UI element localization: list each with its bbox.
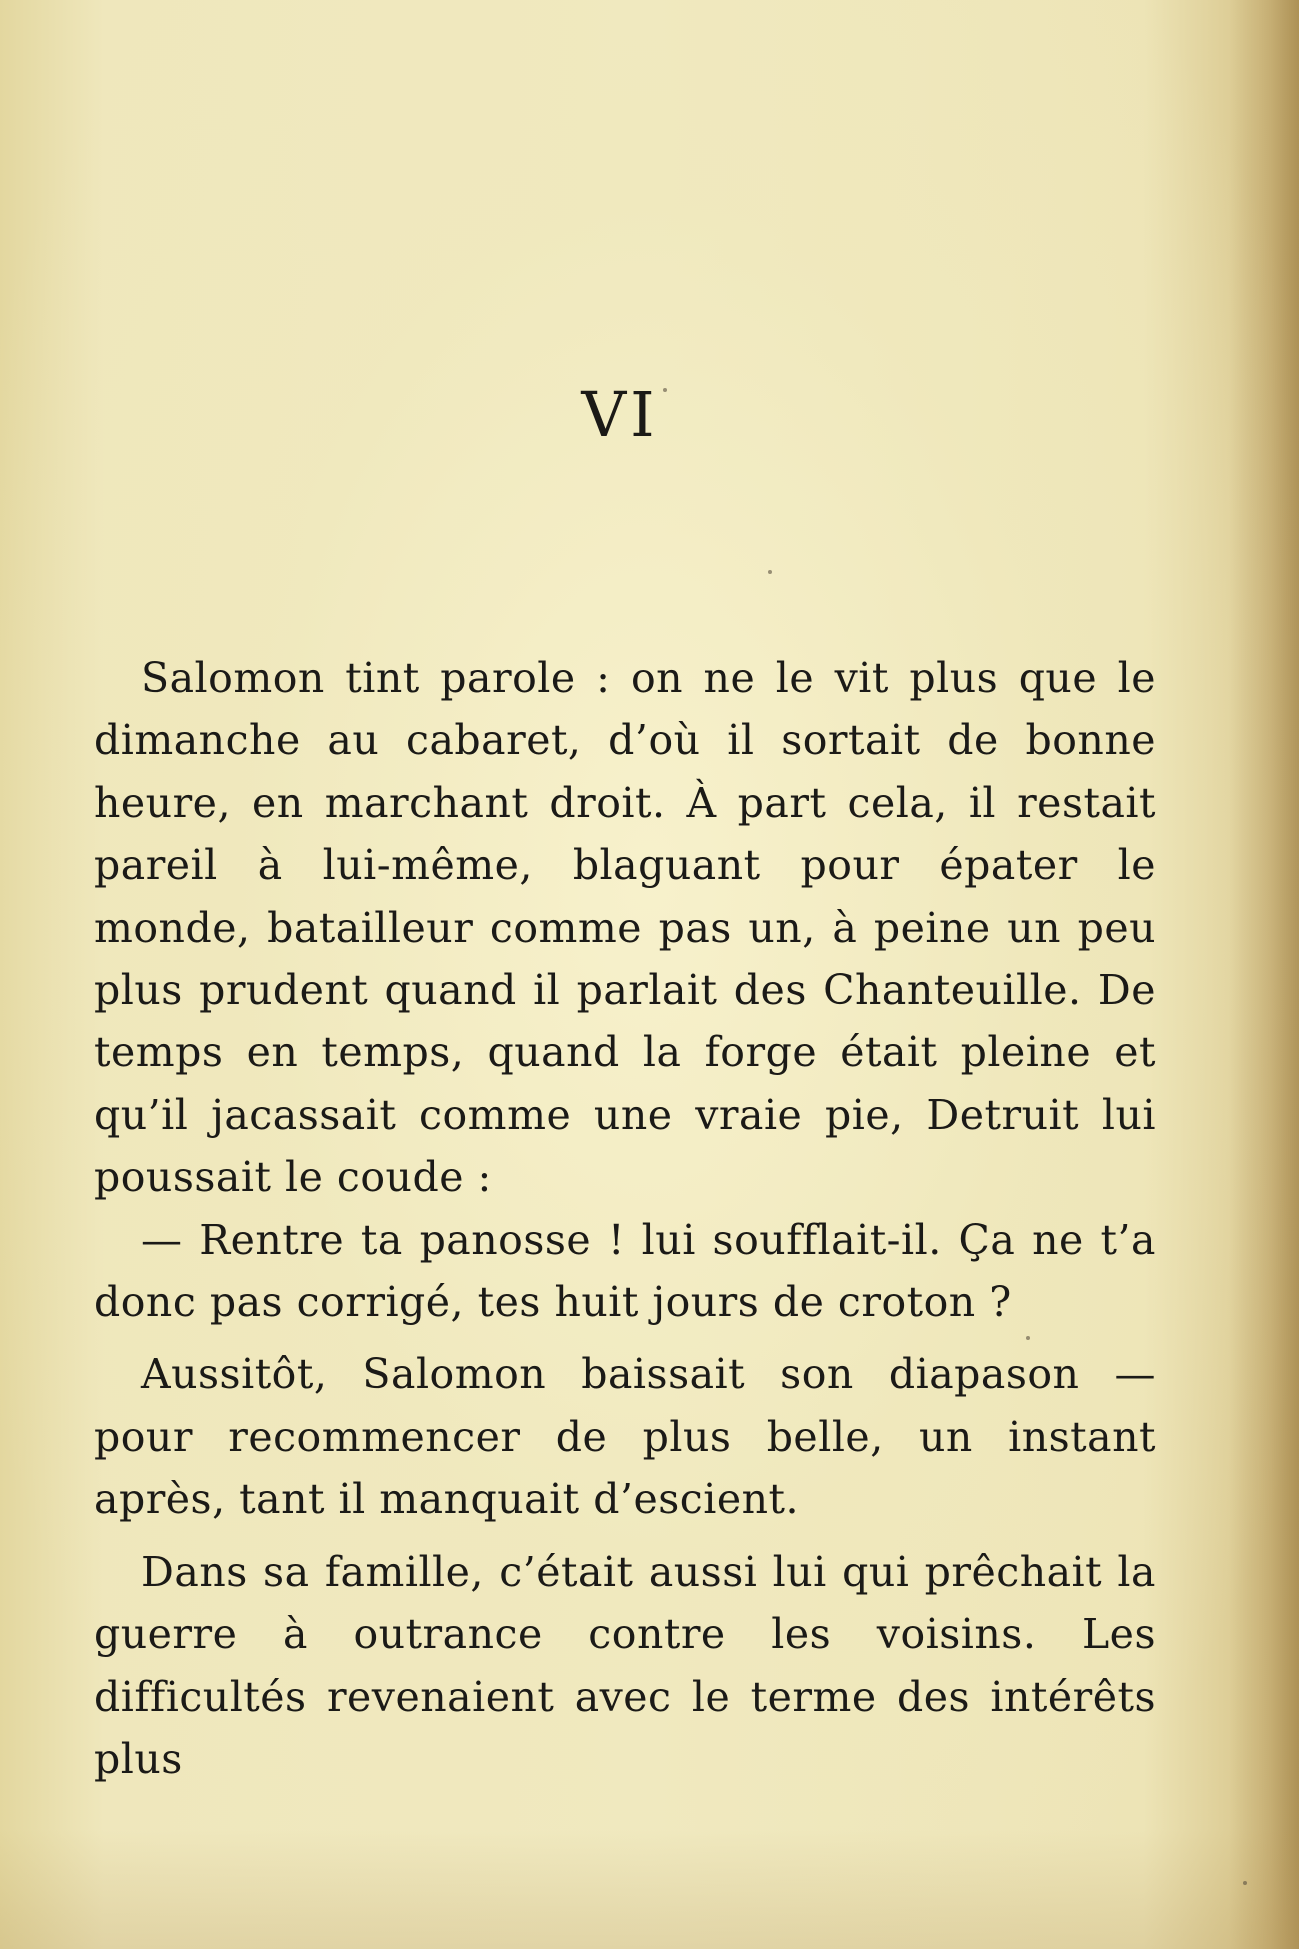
paragraph-1: Salomon tint parole : on ne le vit plus que le dimanche au cabaret, d’où il sortait de bonne heure, en marchant droit. À part cela, il restait pareil à lui-même, blaguant pour épater le monde, batailleur comme pas un, à peine un peu plus prudent quand il parlait des Chanteuille. De temps en temps, quand la forge était pleine et qu’il jacassait comme une vraie pie, Detruit lui poussait le coude : [94, 654, 1156, 1202]
paragraph-4: Dans sa famille, c’était aussi lui qui prêchait la guerre à outrance contre les voisins. Les difficultés revenaient avec le terme des intérêts plus [94, 1547, 1156, 1783]
body-text [94, 647, 1156, 1790]
paper-speck [768, 570, 772, 574]
paper-speck [1026, 1336, 1030, 1340]
paragraph-3: Aussitôt, Salomon baissait son diapason — pour recommencer de plus belle, un instant après, tant il manquait d’escient. [94, 1350, 1156, 1524]
paragraph-2: — Rentre ta panosse ! lui soufflait-il. Ça ne t’a donc pas corrigé, tes huit jours de croton ? [94, 1215, 1156, 1327]
paper-speck [663, 388, 667, 392]
chapter-heading: VI [581, 378, 659, 451]
page-bottom-shadow [0, 1829, 1299, 1949]
paper-speck [1243, 1881, 1247, 1885]
page-edge-shadow [1229, 0, 1299, 1949]
